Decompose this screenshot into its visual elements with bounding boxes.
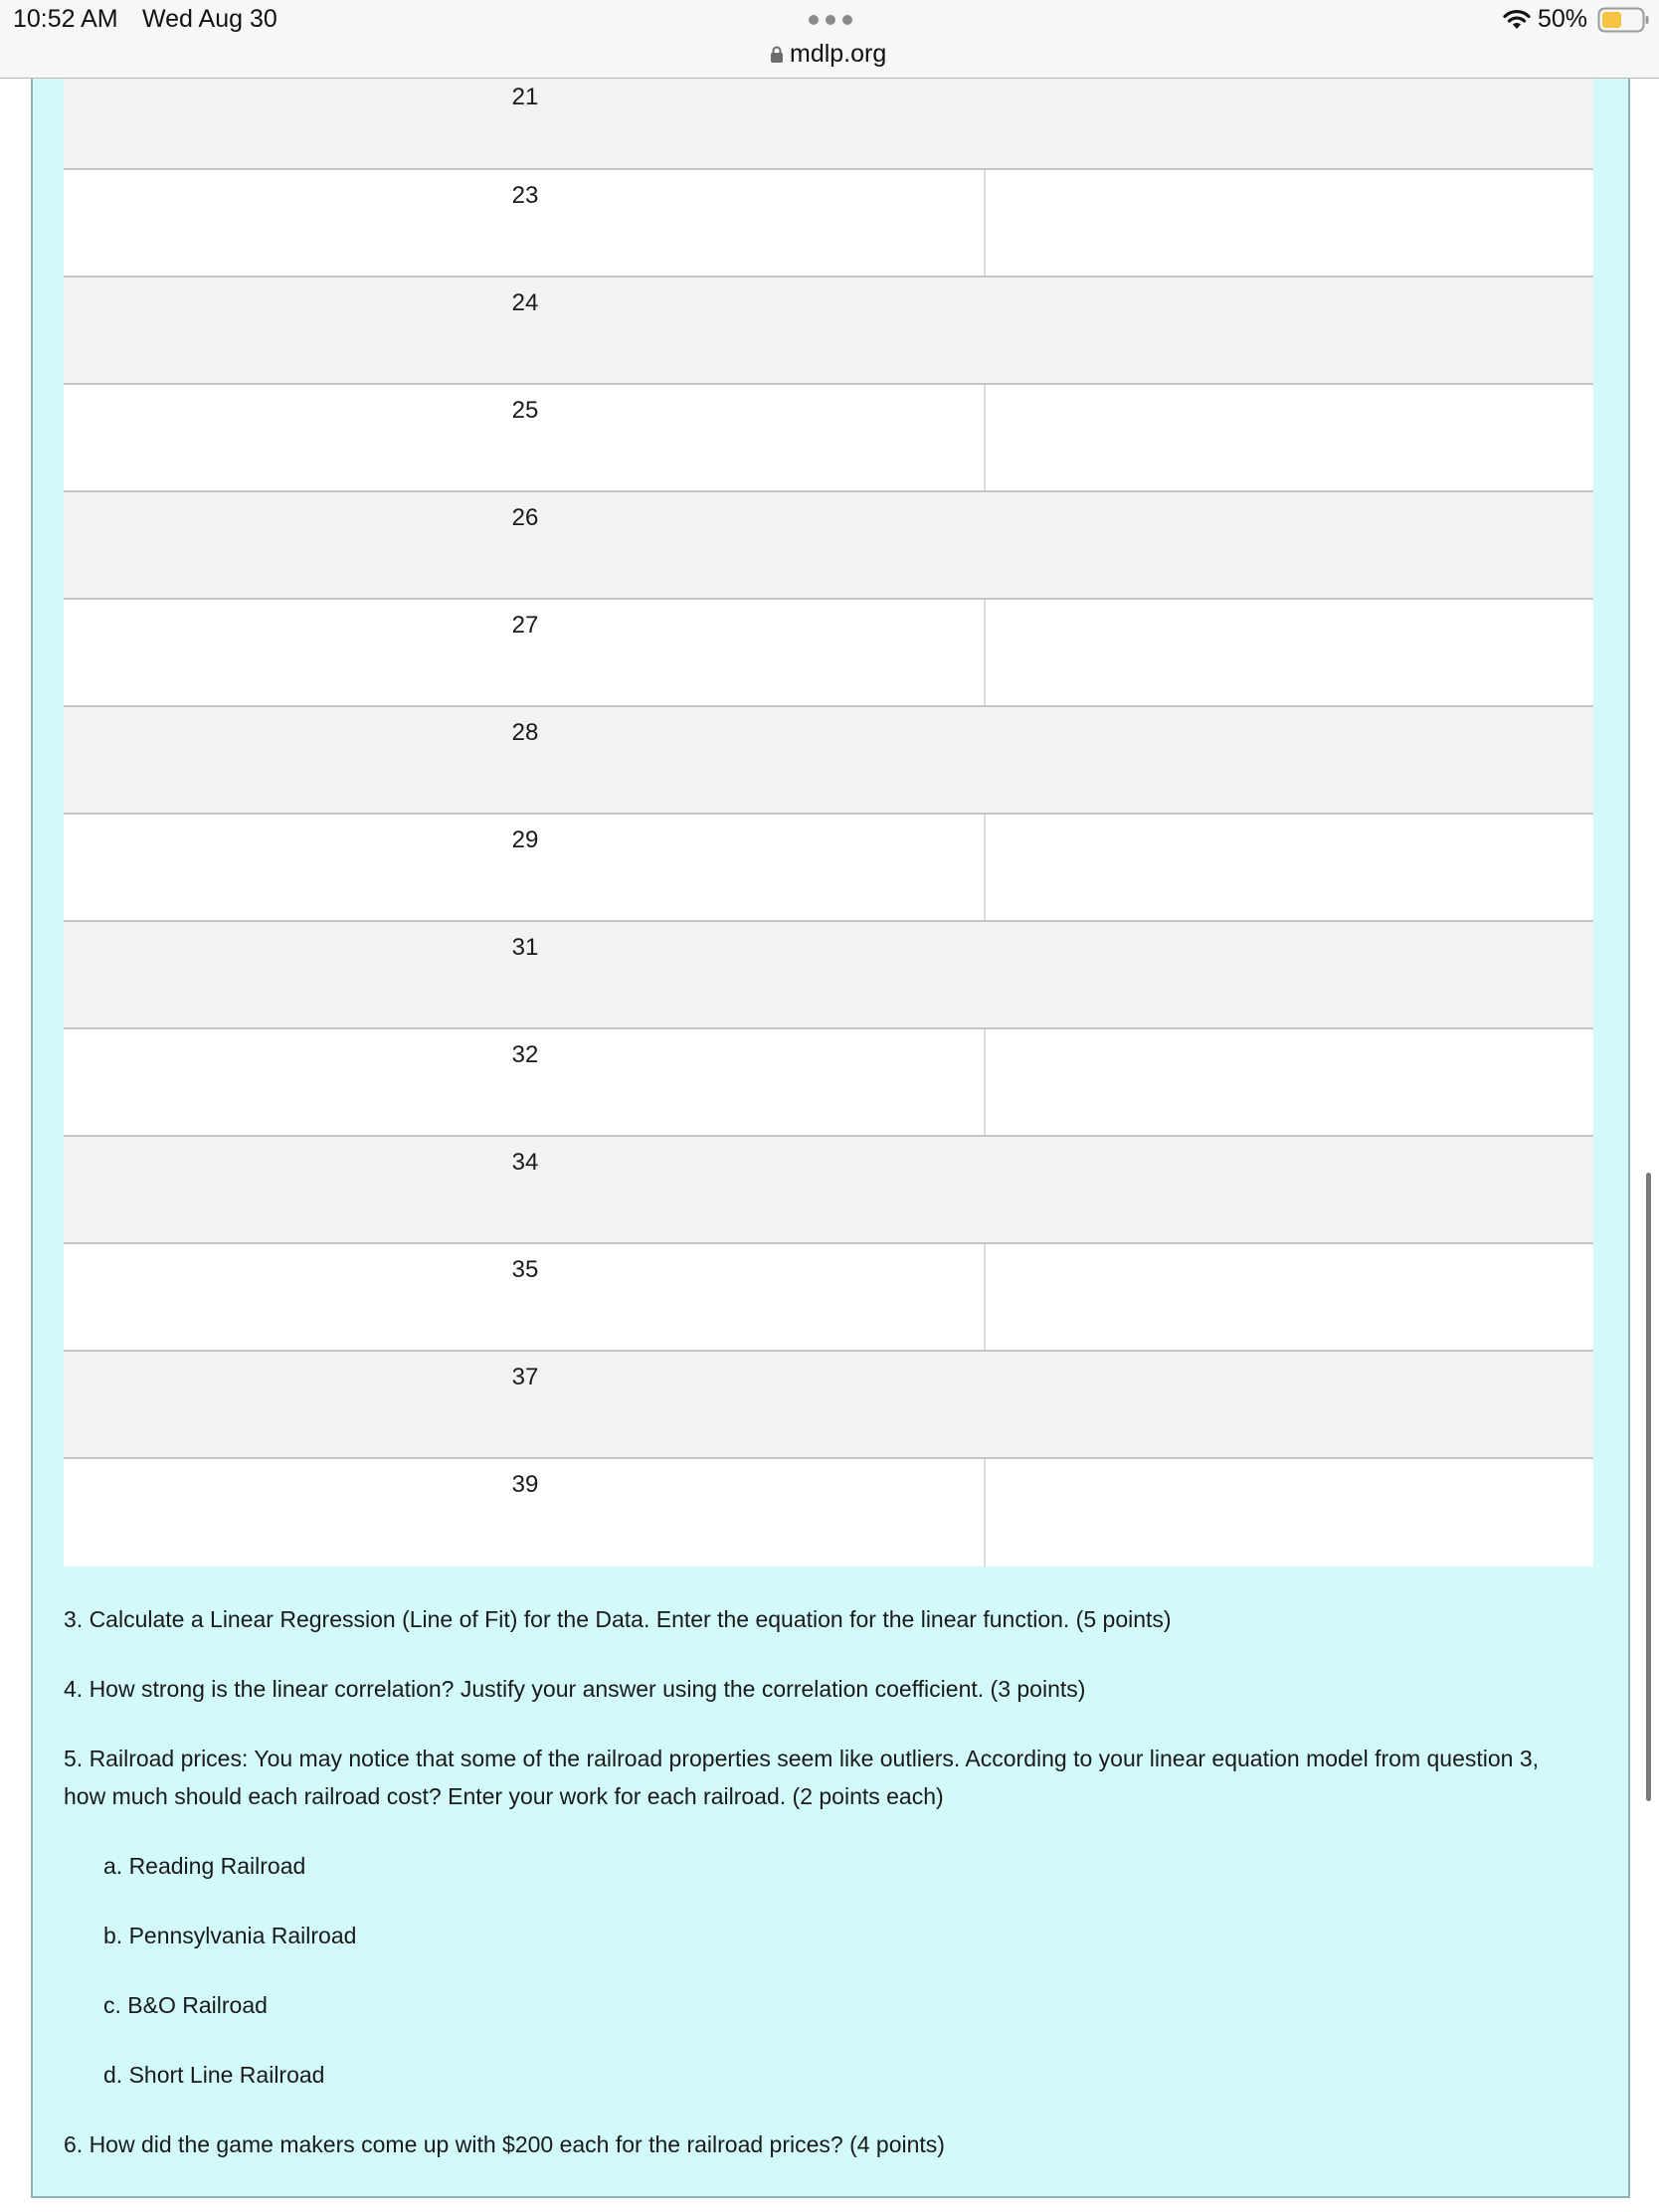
lock-icon <box>770 46 784 64</box>
question-5d: d. Short Line Railroad <box>103 2062 325 2088</box>
table-cell-value: 24 <box>511 289 539 316</box>
table-cell-empty <box>987 922 1593 1027</box>
table-row <box>64 385 1593 492</box>
battery-icon <box>1597 7 1651 33</box>
table-cell-empty <box>987 1459 1593 1567</box>
page-content <box>0 79 1659 2212</box>
table-cell-value: 27 <box>511 612 539 639</box>
question-5c: c. B&O Railroad <box>103 1992 268 2018</box>
table-cell-empty <box>987 1029 1593 1135</box>
table-cell-value: 26 <box>511 504 539 531</box>
table-row <box>64 600 1593 707</box>
table-row <box>64 815 1593 922</box>
table-cell-empty <box>987 815 1593 920</box>
battery-fill <box>1602 12 1621 28</box>
question-6: 6. How did the game makers come up with $200 each for the railroad prices? (4 points) <box>64 2131 945 2157</box>
question-5: 5. Railroad prices: You may notice that some of the railroad properties seem like outliers. According to your linear equation model from question 3, how much should each railroad cost? Enter your work for each railroad. (2 points each) <box>64 1746 1540 1809</box>
table-cell-empty <box>987 385 1593 490</box>
status-date: Wed Aug 30 <box>142 5 277 33</box>
questions-section <box>64 1600 1575 2195</box>
table-cell-empty <box>987 277 1593 383</box>
table-row <box>64 170 1593 277</box>
question-3: 3. Calculate a Linear Regression (Line of Fit) for the Data. Enter the equation for the linear function. (5 points) <box>64 1606 1172 1632</box>
table-cell-empty <box>987 707 1593 813</box>
table-cell-empty <box>987 170 1593 276</box>
table-cell-value: 35 <box>511 1256 539 1283</box>
table-cell-value: 39 <box>511 1471 539 1498</box>
table-row <box>64 1244 1593 1352</box>
table-row <box>64 1137 1593 1244</box>
scrollbar[interactable] <box>1646 1173 1651 1801</box>
table-row <box>64 1029 1593 1137</box>
table-row <box>64 277 1593 385</box>
table-cell-empty <box>987 492 1593 598</box>
table-row <box>64 1459 1593 1567</box>
table-cell-value: 31 <box>511 934 539 961</box>
question-5b: b. Pennsylvania Railroad <box>103 1923 357 1948</box>
table-cell-value: 28 <box>511 719 539 746</box>
table-cell-empty <box>987 600 1593 705</box>
table-cell-value: 34 <box>511 1149 539 1176</box>
table-cell-value: 25 <box>511 397 539 424</box>
table-row <box>64 492 1593 600</box>
table-row <box>64 707 1593 815</box>
table-cell-value: 32 <box>511 1041 539 1068</box>
status-bar <box>0 0 1659 79</box>
battery-percentage: 50% <box>1538 5 1588 33</box>
address-bar[interactable] <box>770 40 886 69</box>
data-table <box>64 79 1593 1567</box>
question-5a: a. Reading Railroad <box>103 1853 306 1879</box>
table-row <box>64 1352 1593 1459</box>
more-dots-icon[interactable] <box>809 15 852 25</box>
table-row <box>64 922 1593 1029</box>
table-cell-empty <box>987 1352 1593 1457</box>
table-cell-value: 23 <box>511 182 539 209</box>
question-4: 4. How strong is the linear correlation? Justify your answer using the correlation coefficient. (3 points) <box>64 1676 1086 1702</box>
table-cell-empty <box>987 1137 1593 1242</box>
table-row <box>64 79 1593 170</box>
status-time: 10:52 AM <box>13 5 118 33</box>
table-cell-value: 37 <box>511 1364 539 1390</box>
url-text: mdlp.org <box>790 40 887 68</box>
wifi-icon <box>1502 8 1532 30</box>
table-cell-empty <box>987 79 1593 168</box>
table-cell-empty <box>987 1244 1593 1350</box>
table-cell-value: 21 <box>511 84 539 110</box>
table-cell-value: 29 <box>511 827 539 853</box>
